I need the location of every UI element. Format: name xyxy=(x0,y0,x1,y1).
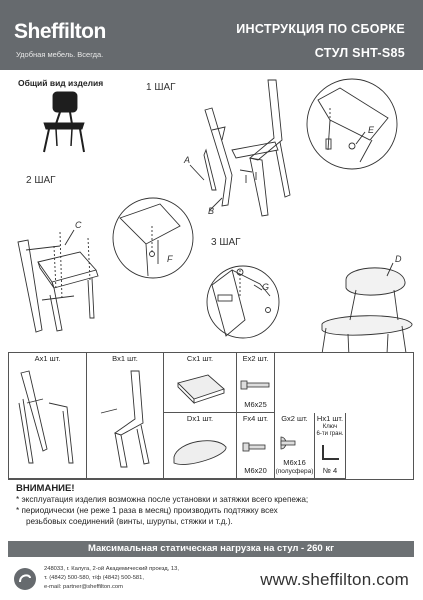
part-b-illustration xyxy=(87,363,164,479)
step-3-zoom-illustration xyxy=(207,266,279,338)
part-d-illustration xyxy=(164,423,237,479)
brand-mark-icon xyxy=(12,566,38,592)
callout-f: F xyxy=(167,254,173,264)
chair-overview-illustration xyxy=(44,92,84,152)
callout-c: C xyxy=(75,220,82,230)
step-1-label: 1 ШАГ xyxy=(146,82,176,93)
warning-title: ВНИМАНИЕ! xyxy=(16,483,75,494)
website-link[interactable]: www.sheffilton.com xyxy=(260,570,409,589)
callout-e: E xyxy=(368,125,375,135)
part-h-cell: Hx1 шт. Ключ 6-ти гран. № 4 xyxy=(315,413,346,479)
callout-b: B xyxy=(208,206,215,216)
step-3-chair-illustration xyxy=(318,263,412,352)
max-load-banner: Максимальная статическая нагрузка на стул - 260 кг xyxy=(8,541,414,557)
brand-slogan: Удобная мебель. Всегда. xyxy=(16,50,104,59)
step-2-chair-illustration xyxy=(18,230,98,332)
step-2-label: 2 ШАГ xyxy=(26,175,56,186)
footer-phone: т. (4842) 500-580, т/ф (4842) 500-581, xyxy=(44,575,144,581)
part-f-cell: Fx4 шт. M6x20 xyxy=(237,413,275,479)
warning-line-2: * периодически (не реже 1 раза в месяц) производить подтяжку всех xyxy=(16,506,278,515)
step-2-zoom-illustration xyxy=(113,198,193,278)
assembly-diagrams xyxy=(0,70,423,352)
warning-line-1: * эксплуатация изделия возможна после установки и затяжки всего крепежа; xyxy=(16,495,309,504)
part-a-illustration xyxy=(9,363,87,479)
part-b-cell: Bx1 шт. xyxy=(87,353,164,479)
screw-icon xyxy=(237,371,275,401)
overview-label: Общий вид изделия xyxy=(18,78,104,88)
document-title: ИНСТРУКЦИЯ ПО СБОРКЕ xyxy=(236,22,405,36)
part-d-cell: Dx1 шт. xyxy=(164,413,237,479)
hex-key-icon xyxy=(315,441,346,465)
step-1-zoom-illustration xyxy=(307,79,397,169)
callout-g: G xyxy=(262,282,270,292)
callout-a: A xyxy=(184,155,191,165)
callout-d: D xyxy=(395,254,402,264)
brand-logo: Sheffilton xyxy=(14,20,106,43)
footer-address: 248033, г. Калуга, 2-ой Академический проезд, 13, xyxy=(44,566,179,572)
part-c-cell: Cx1 шт. xyxy=(164,353,237,413)
footer-email[interactable]: e-mail: partner@sheffilton.com xyxy=(44,584,123,590)
screw-icon xyxy=(275,429,315,459)
part-e-cell: Ex2 шт. M6x25 xyxy=(237,353,275,413)
parts-table xyxy=(8,352,414,480)
warning-line-3: резьбовых соединений (винты, шурупы, стяжки и т.д.). xyxy=(26,517,233,526)
part-a-cell: Ax1 шт. xyxy=(9,353,87,479)
step-1-frame-illustration xyxy=(190,80,290,216)
header-bar xyxy=(0,0,423,70)
part-c-illustration xyxy=(164,363,237,413)
part-g-cell: Gx2 шт. M6x16 (полусфера) xyxy=(275,413,315,479)
model-title: СТУЛ SHT-S85 xyxy=(314,46,405,60)
screw-icon xyxy=(237,433,275,463)
step-3-label: 3 ШАГ xyxy=(211,237,241,248)
